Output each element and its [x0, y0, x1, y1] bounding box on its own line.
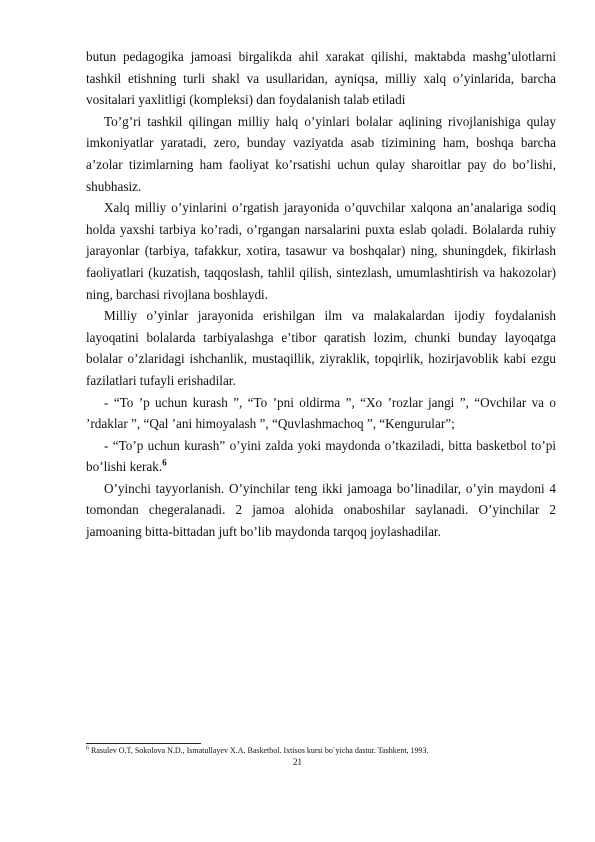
paragraph-2: To’g’ri tashkil qilingan milliy halq o’yinlari bolalar aqlining rivojlanishiga qulay imkoniyatlar yaratadi, zero, bunday vaziyatda asab tizimining ham, boshqa barcha a’zolar tizimlarning ham faoliyat ko’rsatishi uchun qulay sharoitlar pay do bo’lishi, shubhasiz. [86, 113, 556, 194]
paragraph-7: O’yinchi tayyorlanish. O’yinchilar teng ikki jamoaga bo’linadilar, o’yin maydoni 4 tomondan chegeralanadi. 2 jamoa alohida onaboshilar saylanadi. O’yinchilar 2 jamoaning bitta-bittadan juft bo’lib maydonda tarqoq joylashadilar. [86, 480, 556, 540]
paragraph-game-rules-text: - “To’p uchun kurash” o’yini zalda yoki maydonda o’tkaziladi, bitta basketbol to’pi bo’lishi kerak. [86, 437, 556, 475]
paragraph-game-rules [86, 435, 556, 478]
footnote-reference: 6 [162, 457, 167, 468]
footnote-divider [86, 743, 201, 744]
footnote-text: Rasulev O.T, Sokolova N.D., Ismatullayev X.A. Basketbol. Ixtisos kursi bo`yicha dastur. Tashkent, 1993. [91, 746, 429, 755]
footnote-number: 6 [86, 745, 89, 752]
body-text [86, 46, 556, 543]
paragraph-games-list: - “To ’p uchun kurash ”, “To ’pni oldirma ”, “Xo ’rozlar jangi ”, “Ovchilar va o ’rdaklar ”, “Qal ’ani himoyalash ”, “Quvlashmachoq ”, “Kengurular”; [86, 394, 556, 432]
paragraph-1: butun pedagogika jamoasi birgalikda ahil xarakat qilishi, maktabda mashg’ulotlarni tashkil etishning turli shakl va usullaridan, ayniqsa, milliy xalq o’yinlarida, barcha vositalari yaxlitligi (kompleksi) dan foydalanish talab etiladi [86, 49, 556, 108]
page-number: 21 [293, 757, 302, 767]
paragraph-4: Milliy o’yinlar jarayonida erishilgan ilm va malakalardan ijodiy foydalanish layoqatini bolalarda tarbiyalashga e’tibor qaratish lozim, chunki bunday layoqatga bolalar o’zlaridagi ishchanlik, mustaqillik, ziyraklik, topqirlik, hozirjavoblik kabi ezgu fazilatlari tufayli erishadilar. [86, 308, 556, 388]
paragraph-3: Xalq milliy o’yinlarini o’rgatish jarayonida o’quvchilar xalqona an’analariga sodiq holda yaxshi tarbiya ko’radi, o’rgangan narsalarini puxta eslab qoladi. Bolalarda ruhiy jarayonlar (tarbiya, tafakkur, xotira, tasawur va boshqalar) ning, shuningdek, fikirlash faoliyatlari (kuzatish, taqqoslash, tahlil qilish, sintezlash, umumlashtirish va hakozolar) ning, barchasi rivojlana boshlaydi. [86, 200, 556, 302]
footnote [86, 746, 556, 756]
